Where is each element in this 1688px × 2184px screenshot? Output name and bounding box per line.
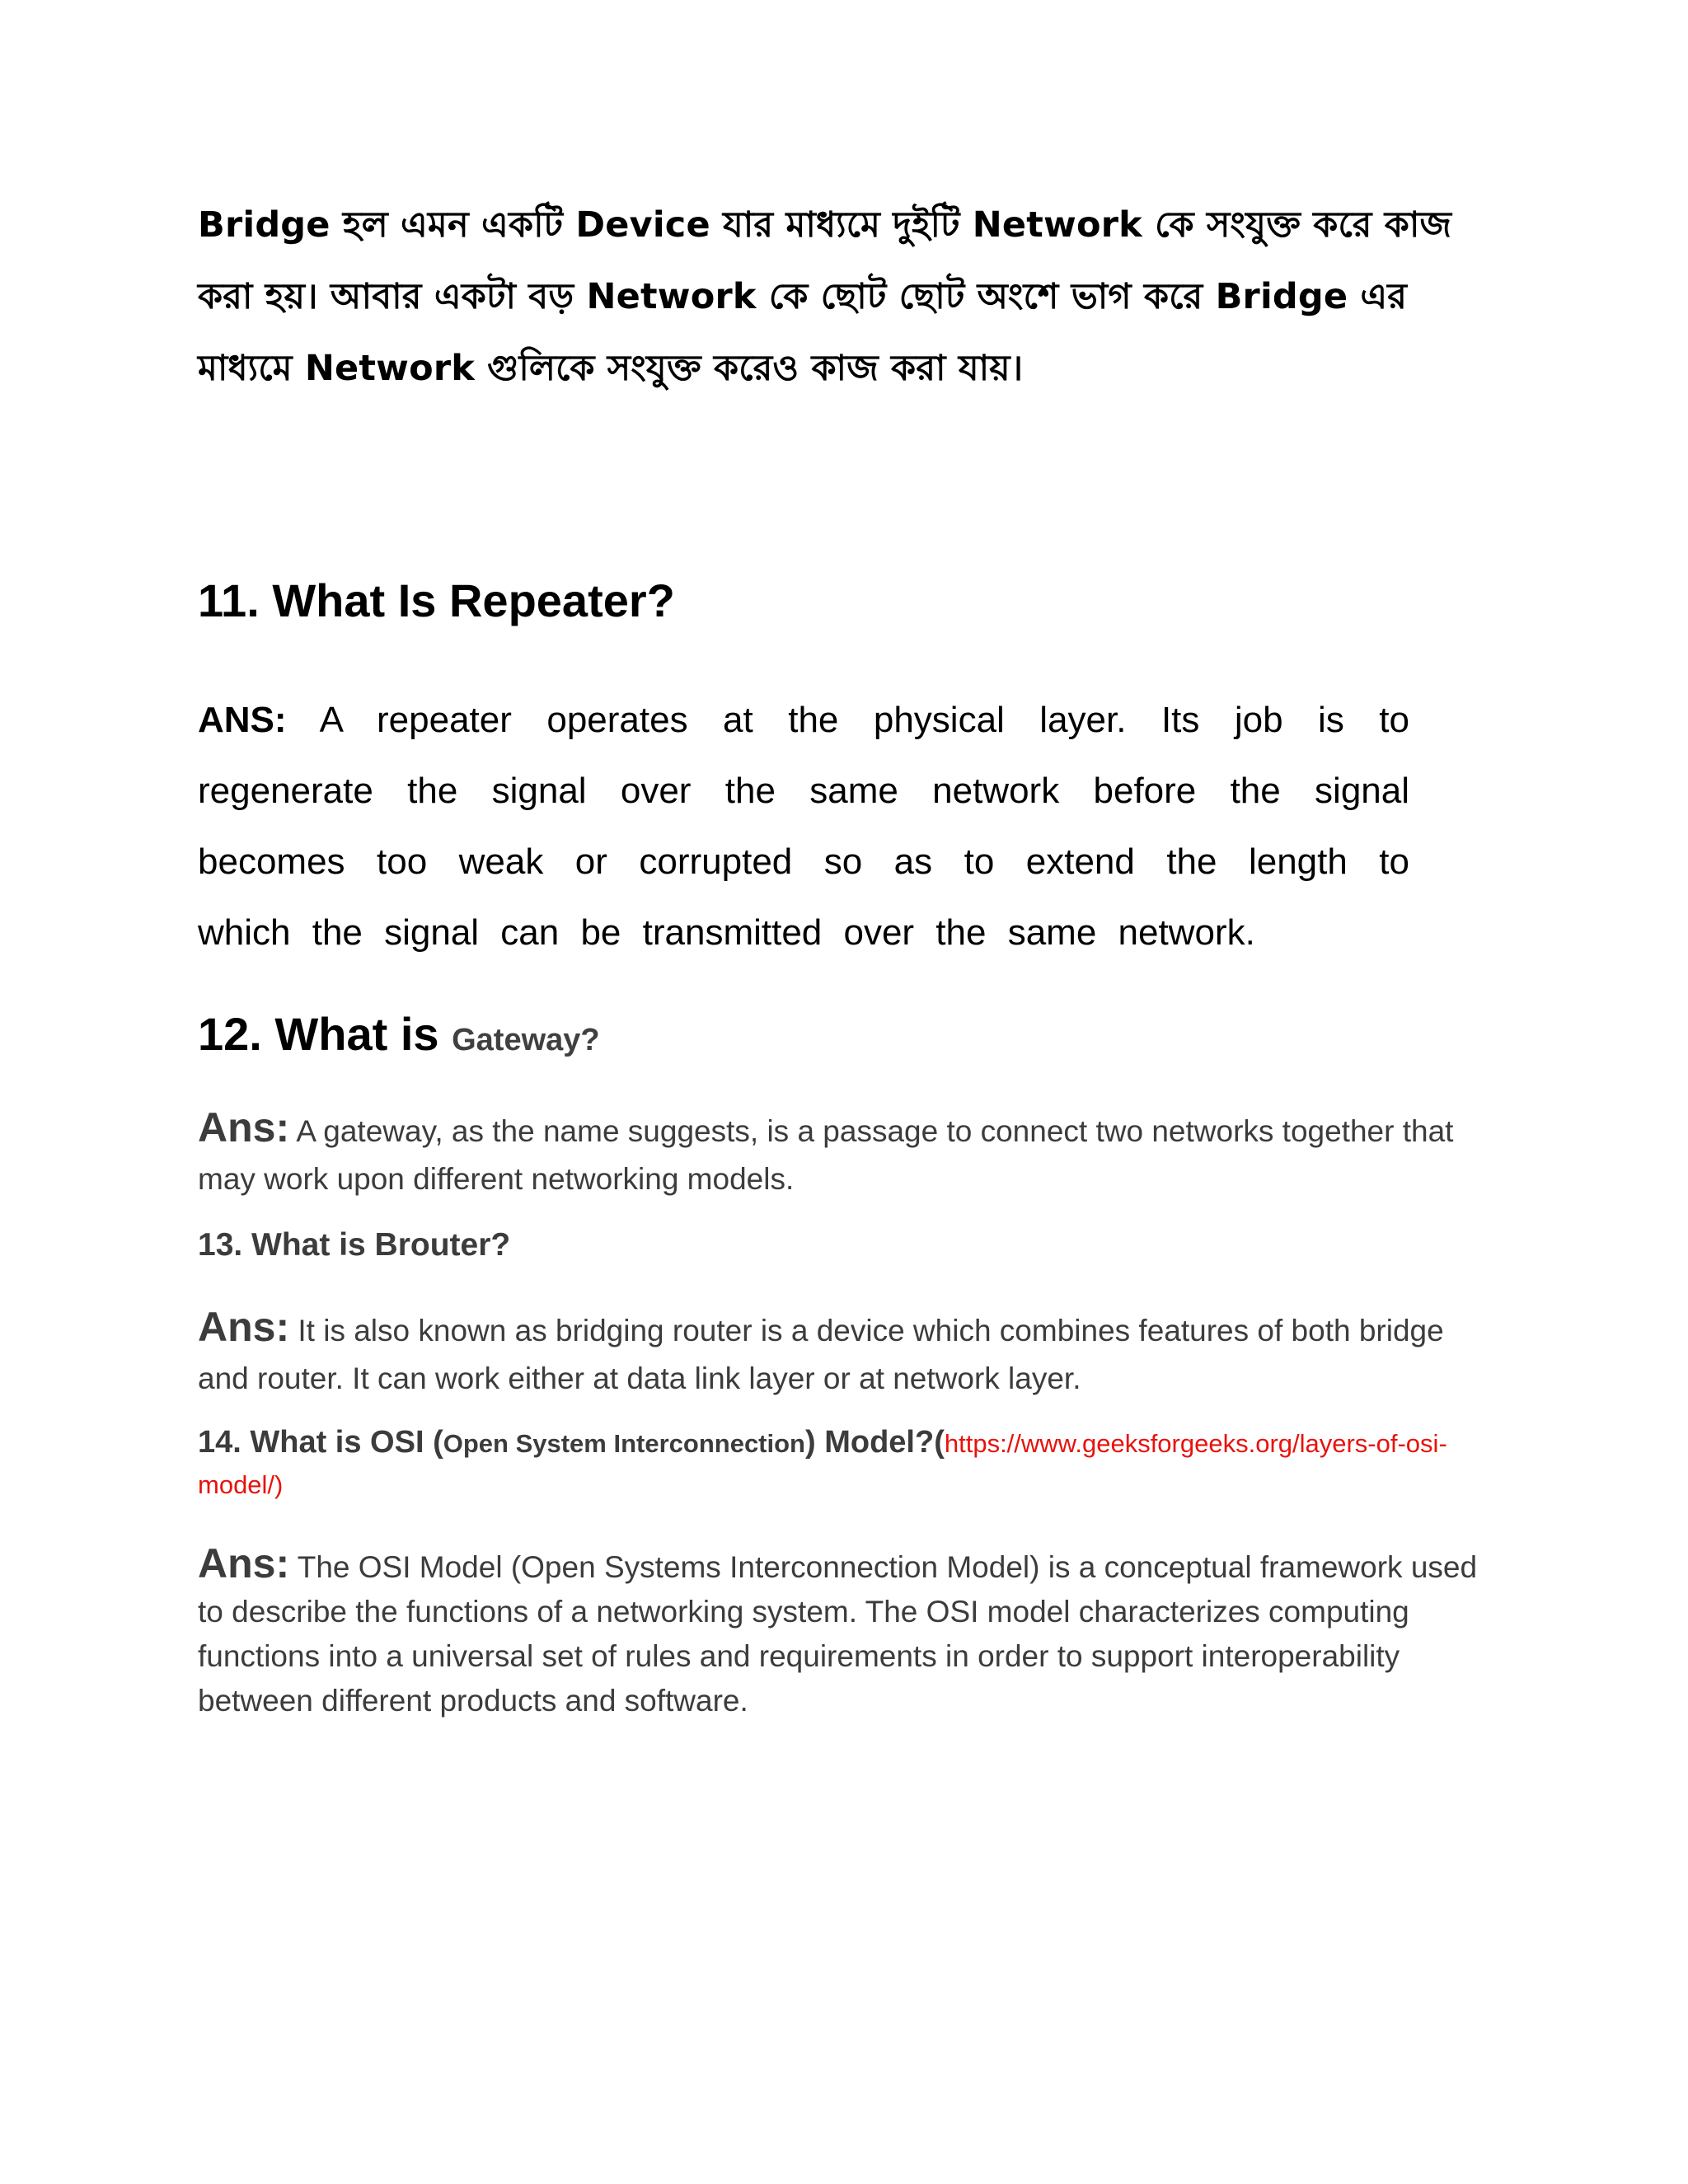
answer-11-text: A repeater operates at the physical layer. Its job is to regenerate the signal over the same network before the signal becomes too weak or corrupted so as to extend the length to which the signal can be transmitted over the same network.	[198, 700, 1409, 953]
answer-12-text: A gateway, as the name suggests, is a passage to connect two networks together that may work upon different networking models.	[198, 1114, 1454, 1196]
answer-12	[198, 1104, 1484, 1203]
bridge-paragraph: Bridge হল এমন একটি Device যার মাধ্যমে দুইটি Network কে সংযুক্ত করে কাজ করা হয়। আবার একটা বড় Network কে ছোট ছোট অংশে ভাগ করে Bridge এর মাধ্যমে Network গুলিকে সংযুক্ত করেও কাজ করা যায়।	[198, 204, 1452, 389]
question-14-prefix: 14. What is OSI (	[198, 1424, 443, 1460]
question-13-heading: 13. What is Brouter?	[198, 1227, 511, 1263]
answer-13	[198, 1303, 1484, 1403]
question-14-sub: Open System Interconnection	[443, 1428, 805, 1458]
answer-12-label: Ans:	[198, 1104, 290, 1151]
osi-reference-link[interactable]: https://www.geeksforgeeks.org/layers-of-osi-model/)	[198, 1428, 1447, 1499]
question-14-suffix: ) Model?(	[805, 1424, 945, 1460]
question-11-heading: 11. What Is Repeater?	[198, 574, 675, 626]
answer-11	[198, 685, 1409, 968]
document-page	[198, 190, 1484, 1723]
question-12-heading	[198, 1008, 1484, 1060]
question-14-heading	[198, 1422, 1484, 1505]
answer-13-label: Ans:	[198, 1303, 290, 1350]
answer-14	[198, 1541, 1484, 1723]
answer-14-label: Ans:	[198, 1540, 290, 1586]
answer-13-text: It is also known as bridging router is a device which combines features of both bridge and router. It can work either at data link layer or at network layer.	[198, 1313, 1444, 1395]
question-12-prefix: 12. What is	[198, 1008, 452, 1060]
answer-14-text: The OSI Model (Open Systems Interconnection Model) is a conceptual framework used to describe the functions of a networking system. The OSI model characterizes computing functions into a universal set of rules and requirements in order to support interoperability between different products and software.	[198, 1549, 1478, 1718]
answer-11-label: ANS:	[198, 700, 287, 740]
question-12-suffix: Gateway?	[452, 1023, 600, 1057]
